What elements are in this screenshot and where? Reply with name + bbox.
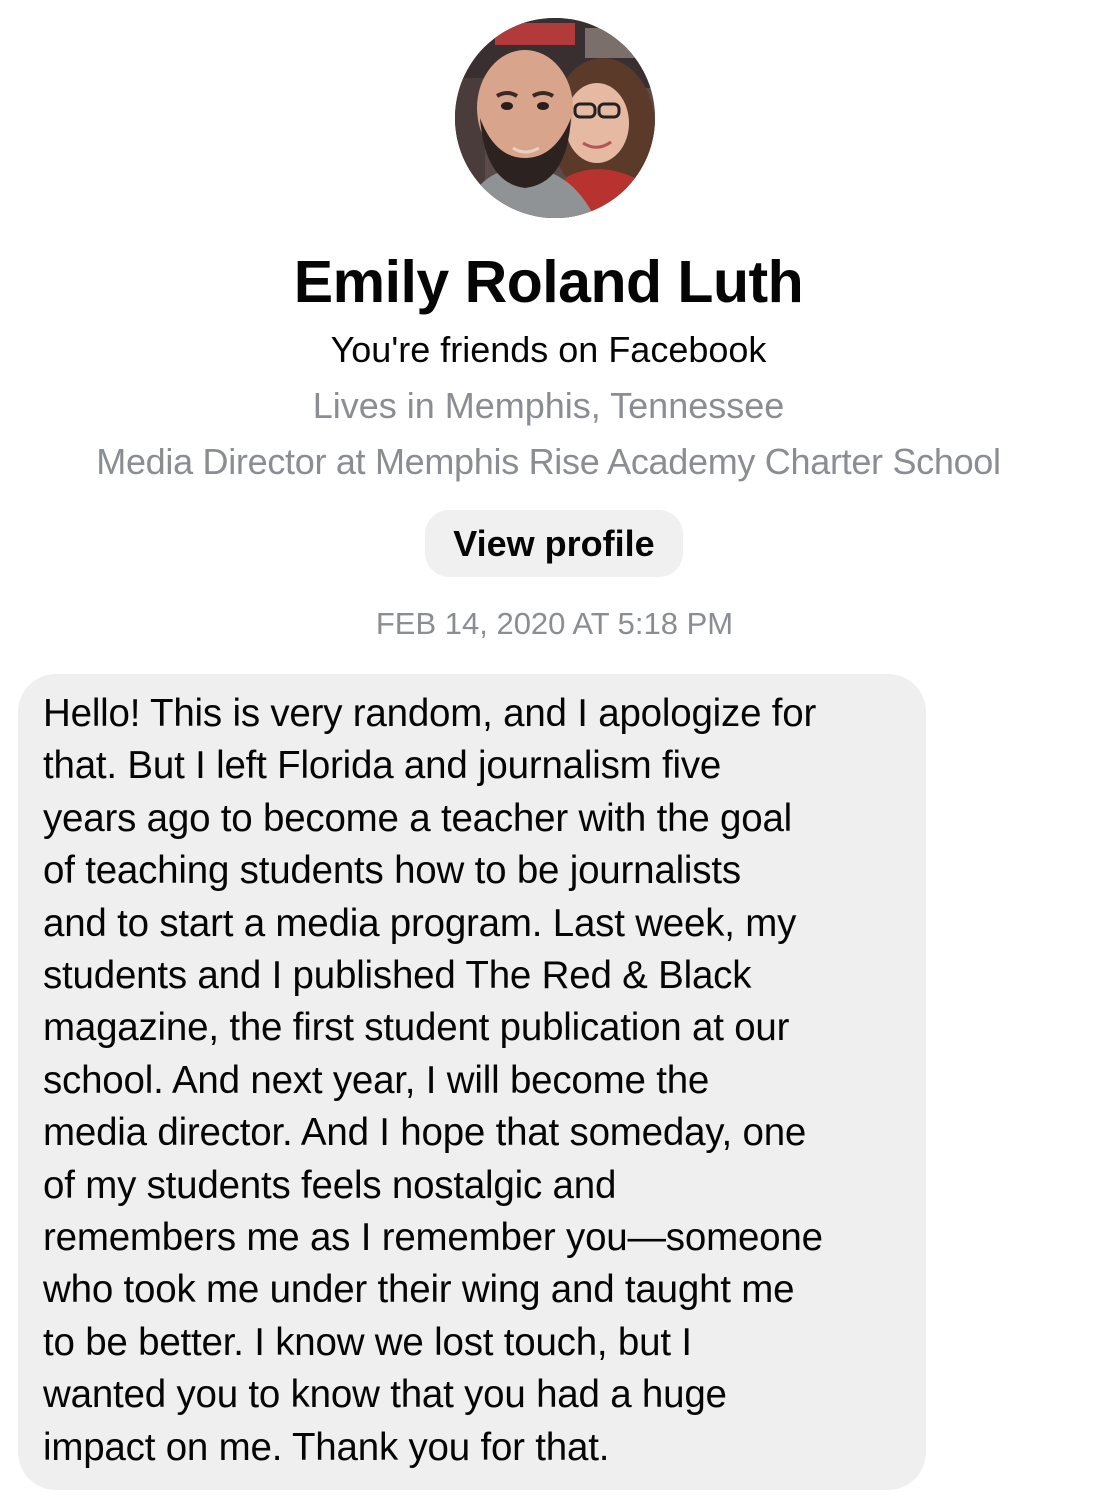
message-line: years ago to become a teacher with the goal — [43, 796, 793, 840]
message-line: and to start a media program. Last week, my — [43, 901, 797, 945]
message-line: remembers me as I remember you—someone — [43, 1216, 823, 1260]
profile-work: Media Director at Memphis Rise Academy Charter School — [96, 441, 1001, 482]
message-line: who took me under their wing and taught me — [43, 1268, 795, 1312]
message-line: wanted you to know that you had a huge — [43, 1373, 727, 1417]
message-line: of my students feels nostalgic and — [43, 1163, 617, 1207]
message-line: magazine, the first student publication at our — [43, 1006, 790, 1050]
profile-avatar[interactable] — [455, 18, 655, 218]
message-line: to be better. I know we lost touch, but I — [43, 1320, 692, 1364]
message-line: of teaching students how to be journalists — [43, 849, 741, 893]
view-profile-button[interactable]: View profile — [425, 510, 683, 577]
message-line: school. And next year, I will become the — [43, 1058, 710, 1102]
message-line: impact on me. Thank you for that. — [43, 1425, 610, 1469]
message-bubble[interactable] — [18, 674, 926, 1490]
message-line: students and I published The Red & Black — [43, 954, 752, 998]
message-line: media director. And I hope that someday, one — [43, 1111, 807, 1155]
profile-location: Lives in Memphis, Tennessee — [312, 385, 785, 426]
friendship-status: You're friends on Facebook — [330, 329, 767, 370]
message-line: Hello! This is very random, and I apologize for — [43, 692, 817, 735]
message-timestamp: FEB 14, 2020 AT 5:18 PM — [375, 606, 734, 641]
avatar-photo — [455, 18, 655, 218]
message-line: that. But I left Florida and journalism five — [43, 744, 722, 788]
profile-name: Emily Roland Luth — [293, 249, 804, 315]
